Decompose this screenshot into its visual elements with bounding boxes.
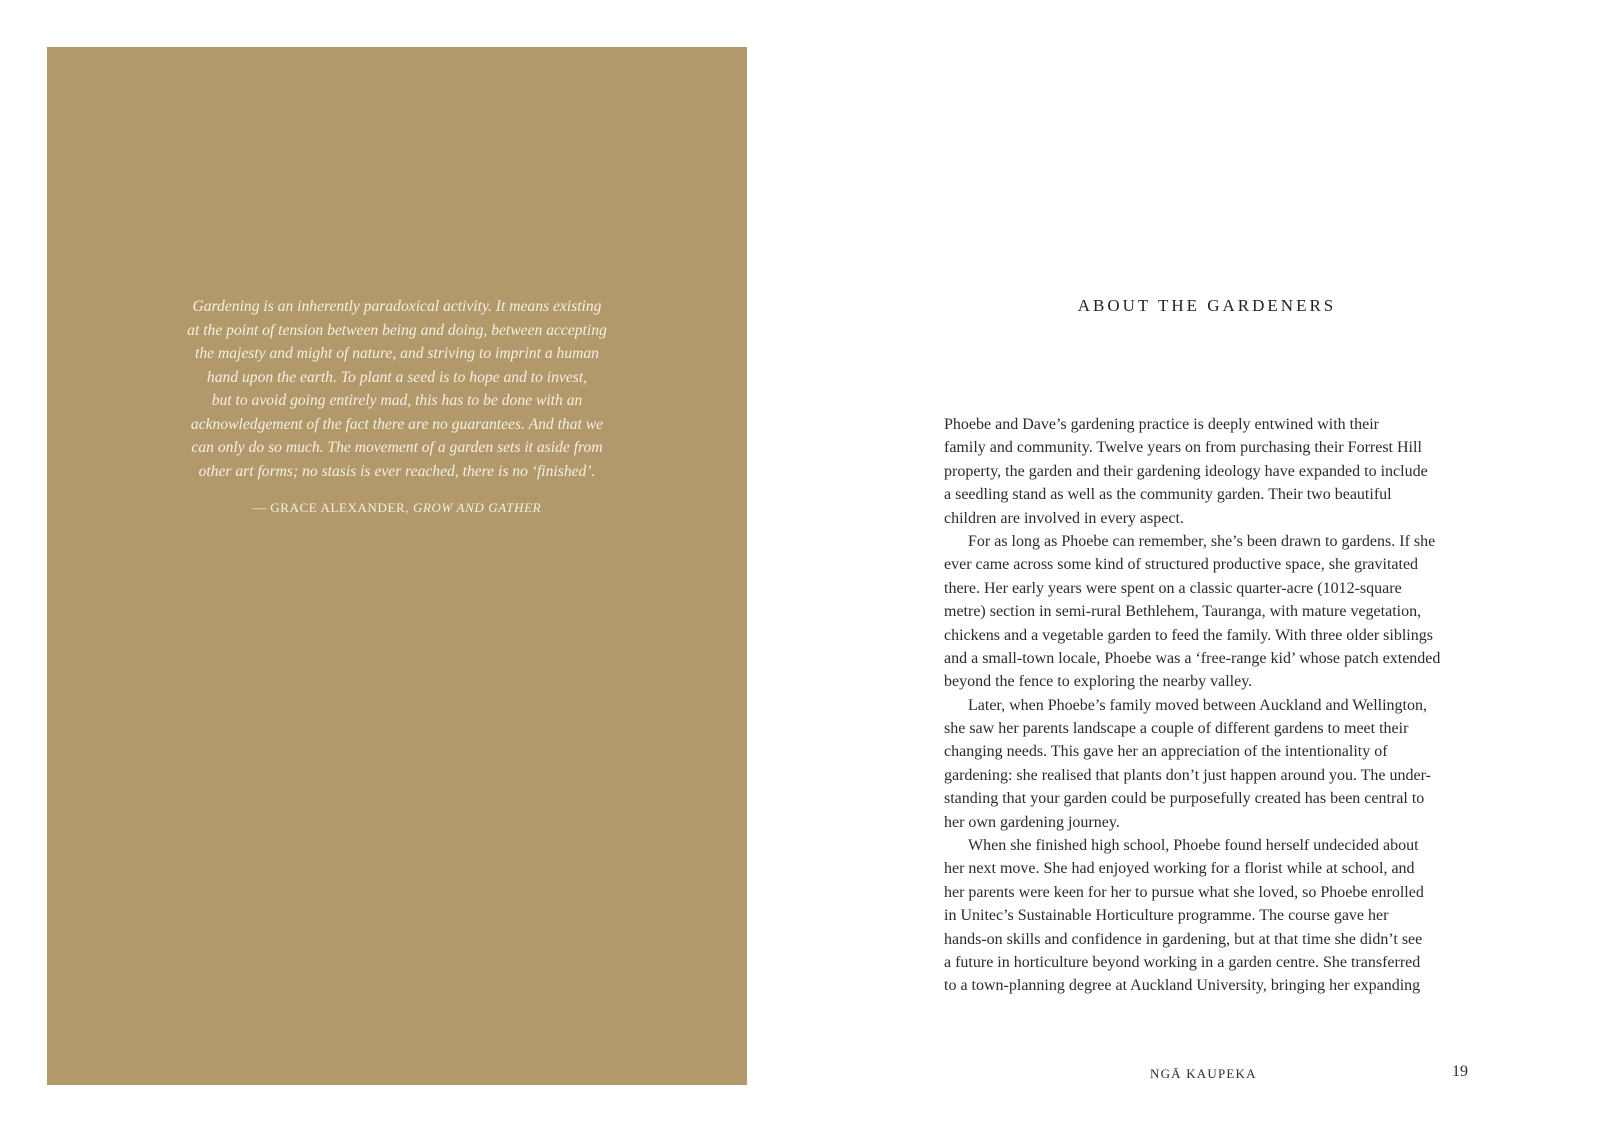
quote-line: acknowledgement of the fact there are no guarantees. And that we (190, 415, 604, 433)
body-line: Phoebe and Dave’s gardening practice is deeply entwined with their (944, 416, 1379, 433)
body-line: her own gardening journey. (944, 813, 1120, 831)
body-line: in Unitec’s Sustainable Horticulture programme. The course gave her (944, 907, 1389, 925)
body-line: she saw her parents landscape a couple of different gardens to meet their (944, 720, 1409, 738)
attribution-author: — GRACE ALEXANDER, (252, 500, 413, 515)
quote-line: other art forms; no stasis is ever reached, there is no ‘finished’. (198, 462, 596, 480)
body-line: children are involved in every aspect. (944, 509, 1184, 527)
quote-line: Gardening is an inherently paradoxical activity. It means existing (192, 298, 602, 315)
body-line: there. Her early years were spent on a classic quarter-acre (1012-square (944, 579, 1402, 597)
quote-panel (47, 47, 747, 1085)
quote-line: can only do so much. The movement of a garden sets it aside from (191, 439, 603, 456)
quote-line: but to avoid going entirely mad, this has to be done with an (211, 392, 583, 409)
body-line: metre) section in semi-rural Bethlehem, Tauranga, with mature vegetation, (944, 603, 1422, 621)
body-line: her next move. She had enjoyed working for a florist while at school, and (944, 860, 1415, 878)
attribution-work-title: GROW AND GATHER (413, 500, 542, 515)
quote-line: at the point of tension between being and doing, between accepting (187, 321, 607, 339)
quote-attribution (162, 500, 632, 516)
quote-line: hand upon the earth. To plant a seed is to hope and to invest, (206, 368, 588, 386)
body-line: family and community. Twelve years on from purchasing their Forrest Hill (944, 439, 1422, 457)
epigraph-quote (162, 295, 632, 483)
body-line: beyond the fence to exploring the nearby valley. (944, 673, 1253, 691)
page-number: 19 (1452, 1063, 1468, 1080)
body-line: her parents were keen for her to pursue what she loved, so Phoebe enrolled (944, 883, 1424, 901)
section-heading: ABOUT THE GARDENERS (1077, 296, 1337, 315)
body-line: a seedling stand as well as the community garden. Their two beautiful (944, 486, 1392, 504)
body-line: to a town-planning degree at Auckland University, bringing her expanding (944, 977, 1421, 995)
body-line: standing that your garden could be purposefully created has been central to (944, 790, 1425, 808)
body-text (944, 413, 1484, 998)
quote-line: the majesty and might of nature, and striving to imprint a human (195, 345, 599, 362)
body-line: property, the garden and their gardening ideology have expanded to include (944, 462, 1428, 480)
body-line: a future in horticulture beyond working in a garden centre. She transferred (944, 953, 1421, 971)
body-line: gardening: she realised that plants don’t just happen around you. The under- (944, 766, 1431, 784)
body-line: Later, when Phoebe’s family moved between Auckland and Wellington, (968, 696, 1427, 714)
body-line: For as long as Phoebe can remember, she’s been drawn to gardens. If she (968, 532, 1436, 550)
body-line: changing needs. This gave her an appreciation of the intentionality of (944, 743, 1388, 761)
body-line: and a small-town locale, Phoebe was a ‘free-range kid’ whose patch extended (944, 649, 1441, 667)
running-footer-title: NGĀ KAUPEKA (1150, 1066, 1257, 1081)
body-line: hands-on skills and confidence in gardening, but at that time she didn’t see (944, 930, 1423, 948)
body-line: When she finished high school, Phoebe found herself undecided about (968, 837, 1419, 855)
body-line: ever came across some kind of structured productive space, she gravitated (944, 556, 1419, 574)
body-line: chickens and a vegetable garden to feed the family. With three older siblings (944, 626, 1433, 644)
